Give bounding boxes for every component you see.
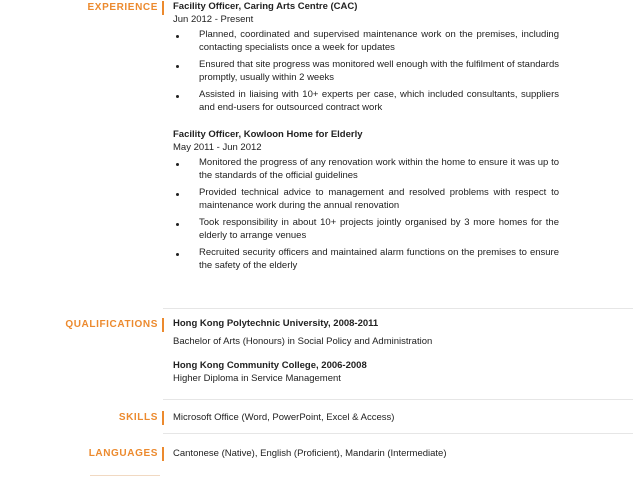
job-title: Facility Officer, Kowloon Home for Elderly (173, 129, 363, 140)
bullet-item (173, 28, 559, 54)
bullet-icon (176, 223, 179, 226)
skills-divider-bar (162, 411, 164, 425)
bullet-item (173, 156, 559, 182)
experience-divider-bar (162, 1, 164, 15)
languages-divider-bar (162, 447, 164, 461)
bullet-text: Planned, coordinated and supervised maintenance work on the premises, including contacting specialists once a week for updates (199, 29, 559, 53)
bullet-text: Took responsibility in about 10+ projects jointly organised by 3 more homes for the elderly to arrange venues (199, 217, 559, 241)
job-entry-1 (173, 0, 559, 114)
job-dates: Jun 2012 - Present (173, 14, 254, 25)
institution-name: Hong Kong Community College, 2006-2008 (173, 360, 367, 371)
section-divider (163, 433, 633, 434)
award-text: Higher Diploma in Service Management (173, 373, 341, 384)
job-bullets (173, 156, 559, 272)
qualifications-divider-bar (162, 318, 164, 332)
bullet-item (173, 216, 559, 242)
bullet-text: Ensured that site progress was monitored well enough with the fulfilment of standards promptly, usually within 2 weeks (199, 59, 559, 83)
section-divider (163, 399, 633, 400)
languages-text: Cantonese (Native), English (Proficient), Mandarin (Intermediate) (173, 448, 447, 459)
institution-name: Hong Kong Polytechnic University, 2008-2011 (173, 318, 379, 329)
section-divider (163, 308, 633, 309)
experience-content (173, 0, 559, 276)
bullet-icon (176, 193, 179, 196)
bullet-item (173, 58, 559, 84)
qualifications-content (173, 317, 559, 385)
bullet-text: Monitored the progress of any renovation work within the home to ensure it was up to the standards of the official guidelines (199, 157, 559, 181)
skills-text: Microsoft Office (Word, PowerPoint, Excel & Access) (173, 412, 395, 423)
job-bullets (173, 28, 559, 114)
qualifications-label: QUALIFICATIONS (65, 319, 158, 330)
job-entry-2 (173, 128, 559, 272)
bullet-icon (176, 95, 179, 98)
bullet-icon (176, 35, 179, 38)
bullet-text: Assisted in liaising with 10+ experts per case, which included consultants, suppliers and end-users for outsourced contract work (199, 89, 559, 113)
bullet-icon (176, 253, 179, 256)
bullet-item (173, 246, 559, 272)
experience-label: EXPERIENCE (87, 2, 158, 13)
next-section-hint-line (90, 475, 160, 476)
bullet-item (173, 186, 559, 212)
bullet-text: Recruited security officers and maintained alarm functions on the premises to ensure the safety of the elderly (199, 247, 559, 271)
languages-label: LANGUAGES (88, 448, 158, 459)
bullet-text: Provided technical advice to management and resolved problems with respect to maintenance work during the annual renovation (199, 187, 559, 211)
job-title: Facility Officer, Caring Arts Centre (CAC) (173, 1, 358, 12)
bullet-item (173, 88, 559, 114)
skills-label: SKILLS (118, 412, 158, 423)
bullet-icon (176, 65, 179, 68)
award-text: Bachelor of Arts (Honours) in Social Policy and Administration (173, 336, 433, 347)
job-dates: May 2011 - Jun 2012 (173, 142, 262, 153)
bullet-icon (176, 163, 179, 166)
